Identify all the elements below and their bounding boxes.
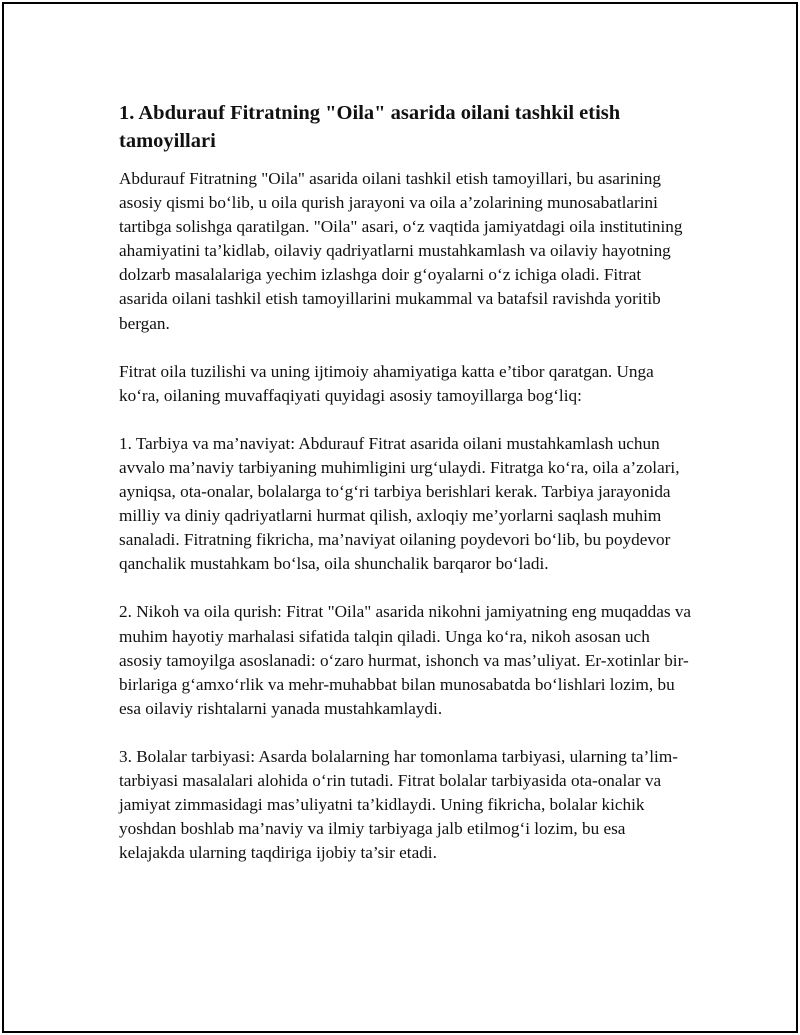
principles-intro-paragraph: Fitrat oila tuzilishi va uning ijtimoiy ahamiyatiga katta e’tibor qaratgan. Unga ko‘ra, oilaning muvaffaqiyati quyidagi asosiy tamoyillarga bog‘liq: (119, 361, 654, 405)
principle-children-paragraph: 3. Bolalar tarbiyasi: Asarda bolalarning har tomonlama tarbiyasi, ularning ta’lim-tarbiyasi masalalari alohida o‘rin tutadi. Fitrat bolalar tarbiyasida ota-onalar va jamiyat zimmasidagi mas’uliyatni ta’kidlaydi. Uning fikricha, bolalar kichik yoshdan boshlab ma’naviy va ilmiy tarbiyaga jalb etilmog‘i lozim, bu esa kelajakda ularning taqdiriga ijobiy ta’sir etadi. (119, 746, 678, 863)
intro-paragraph: Abdurauf Fitratning "Oila" asarida oilani tashkil etish tamoyillari, bu asarining asosiy qismi bo‘lib, u oila qurish jarayoni va oila a’zolarining munosabatlarini tartibga solishga qaratilgan. "Oila" asari, o‘z vaqtida jamiyatdagi oila institutining ahamiyatini ta’kidlab, oilaviy qadriyatlarni mustahkamlash va oilaviy hayotning dolzarb masalalariga yechim izlashga doir g‘oyalarni o‘z ichiga oladi. Fitrat asarida oilani tashkil etish tamoyillarini mukammal va batafsil ravishda yoritib bergan. (119, 169, 683, 333)
document-page (2, 2, 798, 1033)
section-heading: 1. Abdurauf Fitratning "Oila" asarida oilani tashkil etish tamoyillari (119, 102, 621, 152)
principle-upbringing-paragraph: 1. Tarbiya va ma’naviyat: Abdurauf Fitrat asarida oilani mustahkamlash uchun avvalo ma’naviy tarbiyaning muhimligini urg‘ulaydi. Fitratga ko‘ra, oila a’zolari, ayniqsa, ota-onalar, bolalarga to‘g‘ri tarbiya berishlari kerak. Tarbiya jarayonida milliy va diniy qadriyatlarni hurmat qilish, axloqiy me’yorlarni saqlash muhim sanaladi. Fitratning fikricha, ma’naviyat oilaning poydevori bo‘lib, bu poydevor qanchalik mustahkam bo‘lsa, oila shunchalik barqaror bo‘ladi. (119, 433, 680, 574)
document-content (119, 99, 694, 889)
principle-marriage-paragraph: 2. Nikoh va oila qurish: Fitrat "Oila" asarida nikohni jamiyatning eng muqaddas va muhim hayotiy marhalasi sifatida talqin qiladi. Unga ko‘ra, nikoh asosan uch asosiy tamoyilga asoslanadi: o‘zaro hurmat, ishonch va mas’uliyat. Er-xotinlar bir-birlariga g‘amxo‘rlik va mehr-muhabbat bilan munosabatda bo‘lishlari lozim, bu esa oilaviy rishtalarni yanada mustahkamlaydi. (119, 602, 692, 718)
